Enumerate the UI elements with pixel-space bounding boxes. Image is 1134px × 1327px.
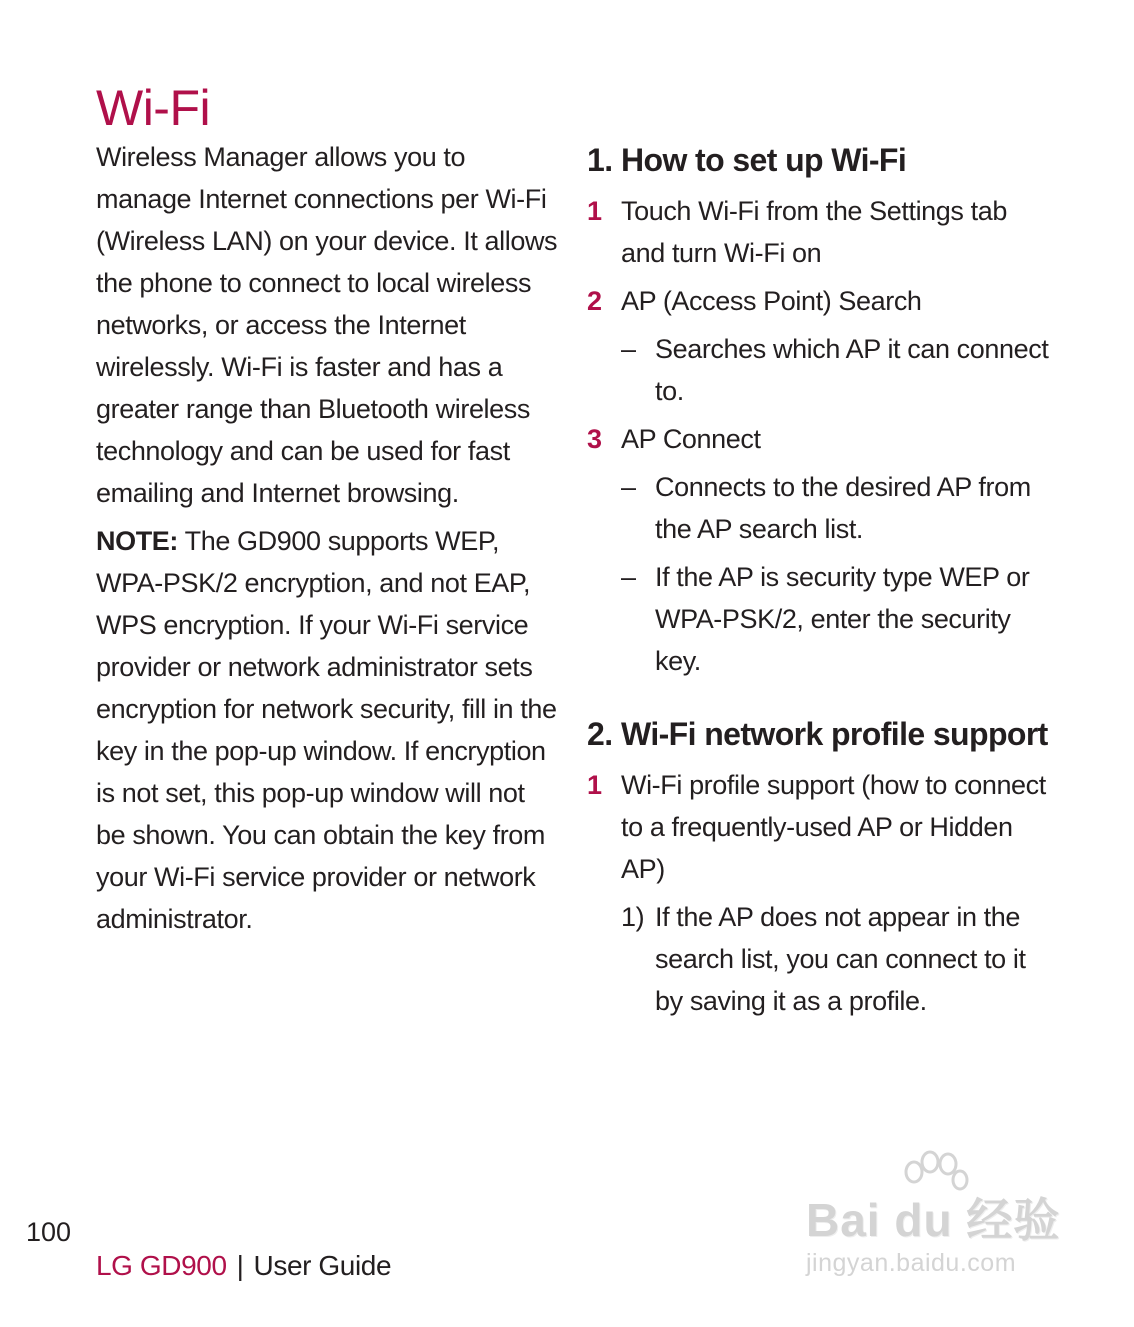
intro-paragraph: Wireless Manager allows you to manage Internet connections per Wi-Fi (Wireless LAN) on your device. It allows the phone to connect to local wireless networks, or access the Internet wirelessly. Wi-Fi is faster and has a greater range than Bluetooth wireless technology and can be used for fast emailing and Internet browsing. <box>96 142 558 508</box>
sub-text: If the AP is security type WEP or WPA-PSK/2, enter the security key. <box>655 562 1030 676</box>
sub-item <box>587 556 1057 682</box>
note-text: The GD900 supports WEP, WPA-PSK/2 encryption, and not EAP, WPS encryption. If your Wi-Fi service provider or network administrator sets encryption for network security, fill in the key in the pop-up window. If encryption is not set, this pop-up window will not be shown. You can obtain the key from your Wi-Fi service provider or network administrator. <box>96 526 557 934</box>
baidu-watermark <box>800 1150 1070 1290</box>
step-text: Wi-Fi profile support (how to connect to a frequently-used AP or Hidden AP) <box>621 770 1046 884</box>
step-item <box>587 764 1057 890</box>
step-text: AP (Access Point) Search <box>621 286 922 316</box>
dash-marker: – <box>621 334 636 364</box>
sub-item <box>587 896 1057 1022</box>
footer-separator: | <box>236 1250 244 1281</box>
section-title: Wi-Fi network profile support <box>621 716 1048 752</box>
page-title: Wi-Fi <box>96 79 211 136</box>
note-label: NOTE: <box>96 526 178 556</box>
sub-item <box>587 466 1057 550</box>
section-title: How to set up Wi-Fi <box>621 142 907 178</box>
sub-text: Connects to the desired AP from the AP search list. <box>655 472 1031 544</box>
note-paragraph <box>96 520 558 940</box>
footer-brand: LG GD900 <box>96 1250 227 1281</box>
section-heading-profile <box>587 710 1057 758</box>
step-number: 1 <box>587 196 602 226</box>
watermark-url: jingyan.baidu.com <box>806 1249 1017 1277</box>
step-item <box>587 418 1057 460</box>
section-number: 1. <box>587 142 613 178</box>
footer <box>96 1246 391 1286</box>
section-number: 2. <box>587 716 613 752</box>
step-text: AP Connect <box>621 424 761 454</box>
paw-icon <box>900 1150 970 1198</box>
sub-text: If the AP does not appear in the search list, you can connect to it by saving it as a profile. <box>655 902 1026 1016</box>
step-item <box>587 190 1057 274</box>
step-number: 2 <box>587 286 602 316</box>
numbered-marker: 1) <box>621 902 645 932</box>
page-number: 100 <box>26 1217 72 1247</box>
step-item <box>587 280 1057 322</box>
sub-text: Searches which AP it can connect to. <box>655 334 1049 406</box>
right-column <box>587 136 1057 1022</box>
dash-marker: – <box>621 562 636 592</box>
watermark-logo: Bai du 经验 <box>806 1194 1061 1246</box>
step-number: 3 <box>587 424 602 454</box>
sub-item <box>587 328 1057 412</box>
dash-marker: – <box>621 472 636 502</box>
step-text: Touch Wi-Fi from the Settings tab and turn Wi-Fi on <box>621 196 1007 268</box>
footer-guide: User Guide <box>253 1250 392 1281</box>
section-heading-setup <box>587 136 1057 184</box>
left-column <box>96 136 558 946</box>
step-number: 1 <box>587 770 602 800</box>
